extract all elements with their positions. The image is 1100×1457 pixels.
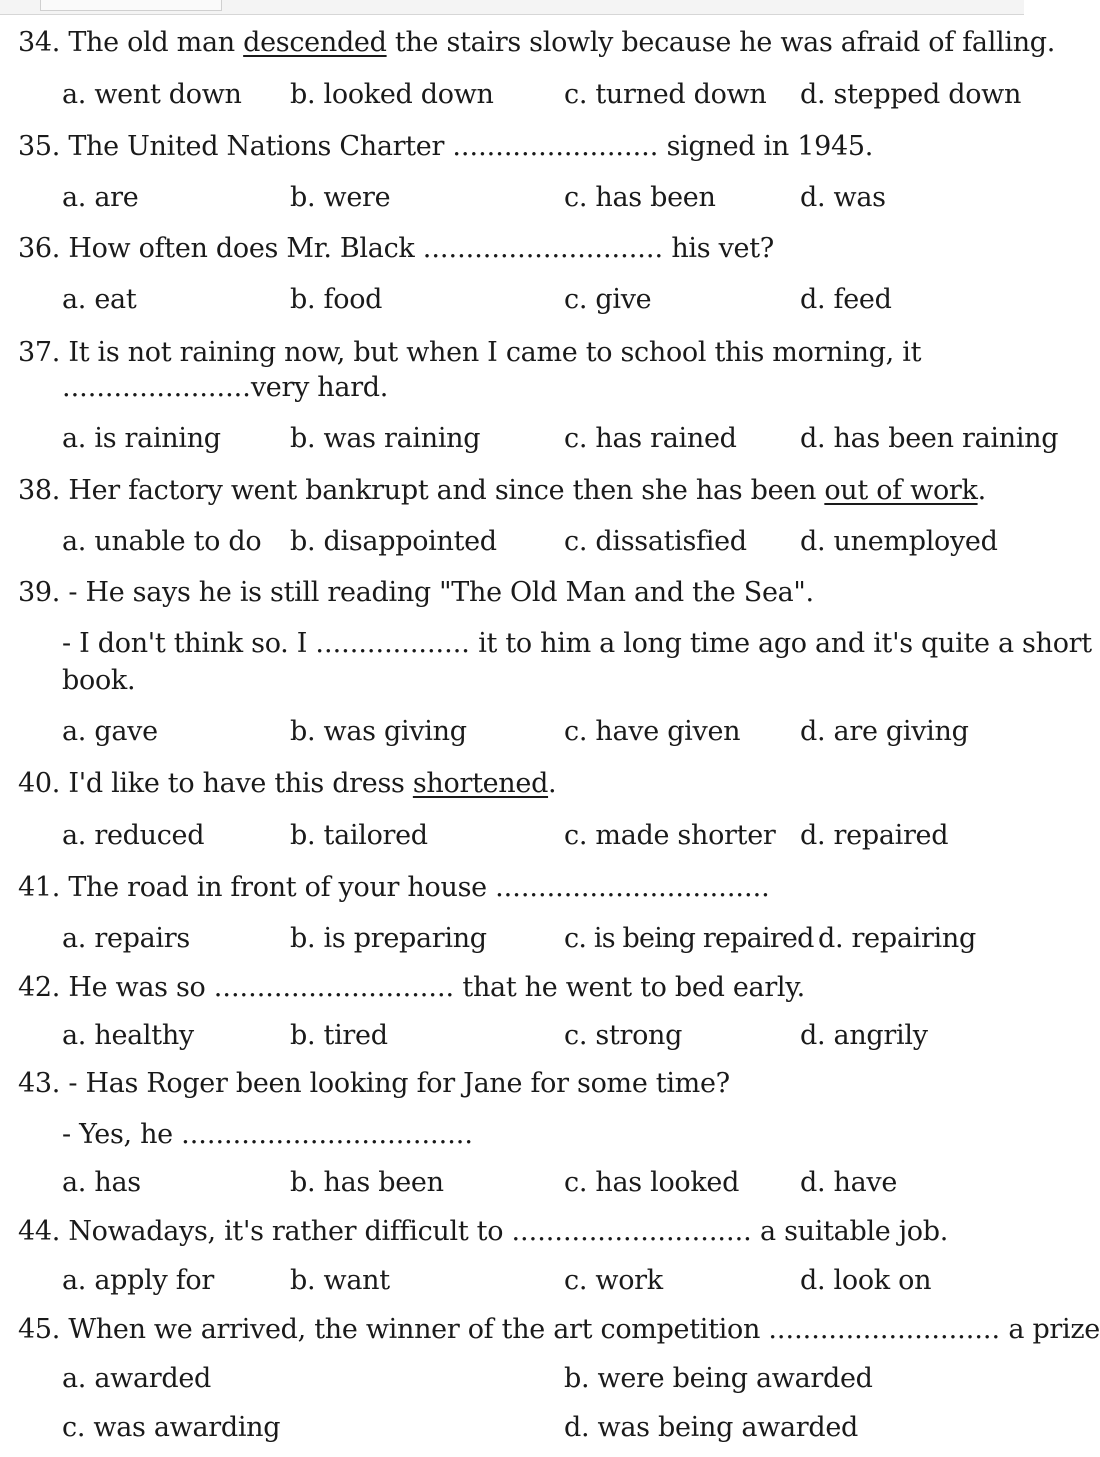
underlined-word: descended — [243, 27, 387, 58]
question-41 — [18, 871, 770, 905]
option-c: c. was awarding — [62, 1412, 281, 1443]
question-text-post: a prize — [1000, 1314, 1100, 1345]
option-d: d. repaired — [800, 820, 949, 851]
answer-blank: ............................ — [511, 1216, 752, 1247]
option-d: d. has been raining — [800, 423, 1059, 454]
question-text-pre: Nowadays, it's rather difficult to — [68, 1216, 512, 1247]
answer-blank: ............................ — [213, 972, 455, 1003]
answer-blank: ............................ — [422, 233, 664, 264]
top-border — [0, 0, 1024, 15]
option-c: c. has been — [564, 182, 716, 213]
question-text-pre: When we arrived, the winner of the art competition — [68, 1314, 769, 1345]
question-44 — [18, 1215, 948, 1249]
option-b: b. tailored — [290, 820, 428, 851]
answer-blank: .................................. — [181, 1119, 473, 1150]
answer-blank: ................................ — [495, 872, 770, 903]
question-number: 40. — [18, 768, 61, 799]
option-b: b. was giving — [290, 716, 467, 747]
option-c: c. turned down — [564, 79, 767, 110]
question-text-post: very hard. — [250, 372, 389, 403]
question-text-post: signed in 1945. — [658, 131, 874, 162]
question-text-line2-pre: - I don't think so. I — [62, 628, 316, 659]
option-c: c. is being repaired — [564, 923, 814, 954]
question-39-line3: book. — [62, 665, 136, 696]
question-text-post: . — [977, 475, 986, 506]
answer-blank: .................. — [315, 628, 470, 659]
option-d: d. was being awarded — [564, 1412, 859, 1443]
option-d: d. are giving — [800, 716, 969, 747]
option-b: b. were being awarded — [564, 1363, 873, 1394]
option-c: c. work — [564, 1265, 663, 1296]
option-a: a. awarded — [62, 1363, 212, 1394]
question-text-post: . — [548, 768, 557, 799]
option-b: b. tired — [290, 1020, 388, 1051]
question-number: 41. — [18, 872, 61, 903]
question-text-post: the stairs slowly because he was afraid of falling. — [386, 27, 1056, 58]
option-b: b. were — [290, 182, 391, 213]
underlined-word: shortened — [412, 768, 549, 799]
option-c: c. has looked — [564, 1167, 740, 1198]
question-34 — [18, 26, 1055, 60]
option-d: d. angrily — [800, 1020, 928, 1051]
question-number: 43. — [18, 1068, 61, 1099]
option-a: a. are — [62, 182, 139, 213]
question-text-line2-post: it to him a long time ago and it's quite a short — [469, 628, 1092, 659]
option-c: c. has rained — [564, 423, 737, 454]
question-number: 42. — [18, 972, 61, 1003]
question-39 — [18, 576, 814, 610]
option-a: a. went down — [62, 79, 242, 110]
option-d: d. was — [800, 182, 886, 213]
question-number: 34. — [18, 27, 61, 58]
question-42 — [18, 971, 805, 1005]
option-b: b. food — [290, 284, 383, 315]
question-number: 35. — [18, 131, 61, 162]
option-a: a. reduced — [62, 820, 205, 851]
question-38 — [18, 474, 986, 508]
option-d: d. stepped down — [800, 79, 1022, 110]
question-number: 36. — [18, 233, 61, 264]
option-a: a. gave — [62, 716, 158, 747]
question-number: 37. — [18, 337, 61, 368]
question-text-pre: How often does Mr. Black — [68, 233, 423, 264]
option-a: a. has — [62, 1167, 141, 1198]
question-text-post: that he went to bed early. — [454, 972, 805, 1003]
option-b: b. disappointed — [290, 526, 497, 557]
option-d: d. have — [800, 1167, 898, 1198]
option-c: c. give — [564, 284, 652, 315]
option-b: b. want — [290, 1265, 390, 1296]
option-d: d. unemployed — [800, 526, 998, 557]
question-36 — [18, 232, 774, 266]
option-b: b. is preparing — [290, 923, 487, 954]
option-d: d. repairing — [818, 923, 976, 954]
option-b: b. has been — [290, 1167, 444, 1198]
option-a: a. healthy — [62, 1020, 194, 1051]
question-number: 38. — [18, 475, 61, 506]
option-c: c. strong — [564, 1020, 683, 1051]
question-37-line2 — [62, 371, 388, 405]
question-text-pre: The road in front of your house — [68, 872, 496, 903]
question-number: 39. — [18, 577, 61, 608]
top-tab — [40, 0, 222, 11]
option-a: a. apply for — [62, 1265, 214, 1296]
question-35 — [18, 130, 873, 164]
option-c: c. have given — [564, 716, 741, 747]
question-number: 45. — [18, 1314, 61, 1345]
question-text-pre: The old man — [68, 27, 244, 58]
question-text-pre: I'd like to have this dress — [68, 768, 413, 799]
option-c: c. made shorter — [564, 820, 776, 851]
option-d: d. look on — [800, 1265, 932, 1296]
option-a: a. unable to do — [62, 526, 262, 557]
question-text-pre: Her factory went bankrupt and since then she has been — [68, 475, 825, 506]
question-text-line1: - Has Roger been looking for Jane for some time? — [68, 1068, 730, 1099]
question-text-pre: The United Nations Charter — [68, 131, 453, 162]
question-37 — [18, 336, 921, 370]
question-text-post: his vet? — [663, 233, 774, 264]
answer-blank: ........................ — [452, 131, 659, 162]
option-d: d. feed — [800, 284, 892, 315]
option-a: a. eat — [62, 284, 137, 315]
option-b: b. was raining — [290, 423, 481, 454]
answer-blank: ...................... — [62, 372, 251, 403]
question-43-line2 — [62, 1118, 473, 1152]
answer-blank: ........................... — [768, 1314, 1001, 1345]
underlined-phrase: out of work — [824, 475, 978, 506]
question-text-pre: He was so — [68, 972, 214, 1003]
option-a: a. is raining — [62, 423, 221, 454]
option-c: c. dissatisfied — [564, 526, 747, 557]
question-text-line1: It is not raining now, but when I came to school this morning, it — [68, 337, 922, 368]
question-40 — [18, 767, 556, 801]
question-text-post: a suitable job. — [751, 1216, 949, 1247]
question-number: 44. — [18, 1216, 61, 1247]
option-b: b. looked down — [290, 79, 494, 110]
question-43 — [18, 1067, 730, 1101]
question-39-line2 — [62, 627, 1092, 661]
option-a: a. repairs — [62, 923, 190, 954]
question-text-line1: - He says he is still reading "The Old Man and the Sea". — [68, 577, 814, 608]
question-45 — [18, 1313, 1100, 1347]
question-text-line2-pre: - Yes, he — [62, 1119, 182, 1150]
